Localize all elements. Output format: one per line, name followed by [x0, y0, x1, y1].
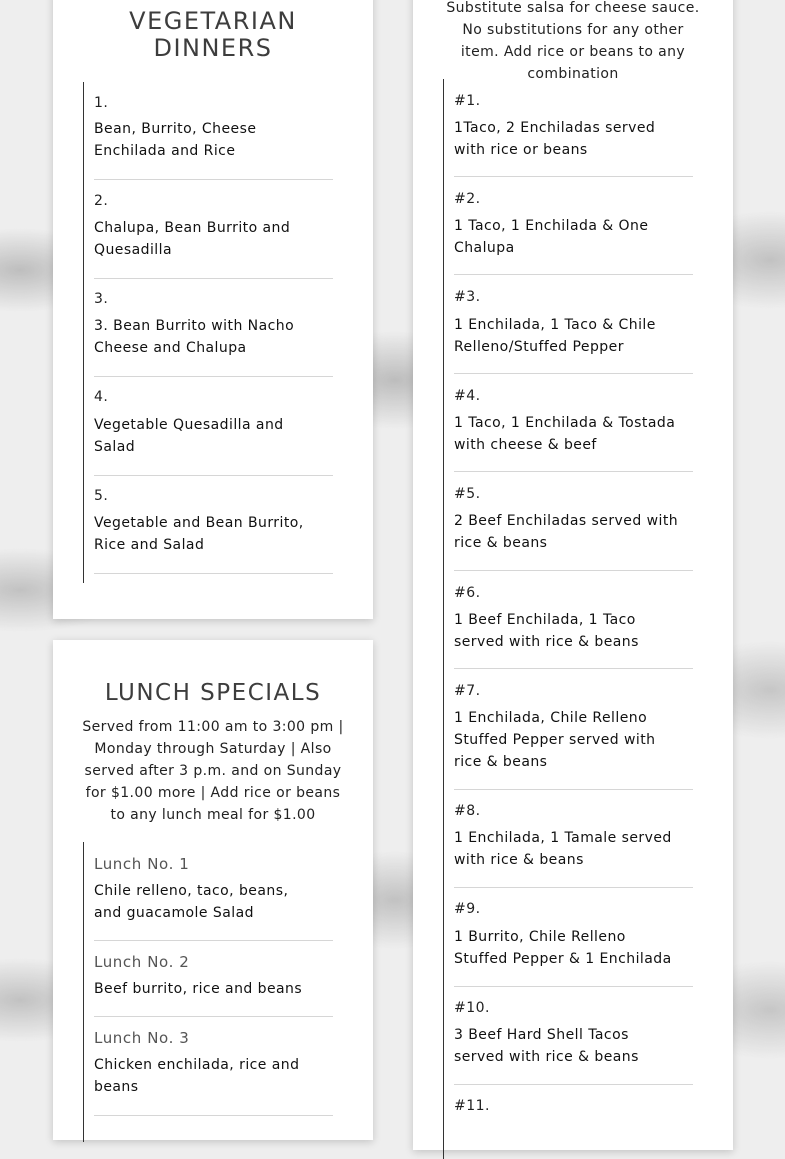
- item-number: #11.: [454, 1098, 490, 1114]
- item-description: 1 Enchilada, Chile Relleno Stuffed Pepper served with rice & beans: [454, 710, 656, 770]
- item-number: #5.: [454, 486, 481, 502]
- list-item[interactable]: [454, 790, 693, 888]
- item-description: 1 Taco, 1 Enchilada & Tostada with cheese & beef: [454, 415, 676, 453]
- item-number: 4.: [94, 389, 109, 405]
- list-item[interactable]: [454, 888, 693, 987]
- vegetarian-item-list: [83, 82, 344, 583]
- item-description: 1Taco, 2 Enchiladas served with rice or beans: [454, 120, 656, 158]
- list-item[interactable]: [454, 669, 693, 790]
- item-description: Beef burrito, rice and beans: [94, 981, 303, 997]
- combinations-description: Substitute salsa for cheese sauce. No substitutions for any other item. Add rice or beans to any combination: [446, 0, 700, 82]
- combinations-item-list: [443, 79, 704, 1159]
- list-item[interactable]: [94, 180, 333, 279]
- item-number: #7.: [454, 683, 481, 699]
- list-item[interactable]: [454, 374, 693, 472]
- list-item[interactable]: [454, 1085, 693, 1155]
- list-item[interactable]: [94, 377, 333, 476]
- item-description: 1 Burrito, Chile Relleno Stuffed Pepper & 1 Enchilada: [454, 929, 672, 967]
- item-number: 1.: [94, 95, 109, 111]
- combinations-card: [413, 0, 733, 1150]
- item-description: Chalupa, Bean Burrito and Quesadilla: [94, 220, 291, 258]
- item-description: 3. Bean Burrito with Nacho Cheese and Chalupa: [94, 318, 295, 356]
- item-number: #9.: [454, 901, 481, 917]
- item-number: #2.: [454, 191, 481, 207]
- lunch-item-list: [83, 842, 344, 1142]
- item-description: 1 Enchilada, 1 Taco & Chile Relleno/Stuffed Pepper: [454, 317, 656, 355]
- list-item[interactable]: [94, 842, 333, 941]
- item-number: Lunch No. 3: [94, 1029, 190, 1047]
- item-description: 1 Enchilada, 1 Tamale served with rice & beans: [454, 830, 672, 868]
- list-item[interactable]: [454, 177, 693, 275]
- vegetarian-dinners-card: [53, 0, 373, 619]
- vegetarian-title: [53, 8, 373, 62]
- item-number: 2.: [94, 193, 109, 209]
- list-item[interactable]: [94, 941, 333, 1017]
- item-number: #1.: [454, 93, 481, 109]
- item-number: #6.: [454, 585, 481, 601]
- list-item[interactable]: [94, 82, 333, 180]
- lunch-title: LUNCH SPECIALS: [104, 680, 322, 706]
- item-number: #3.: [454, 289, 481, 305]
- list-item[interactable]: [454, 275, 693, 374]
- item-description: 2 Beef Enchiladas served with rice & beans: [454, 513, 679, 551]
- item-description: 1 Beef Enchilada, 1 Taco served with rice & beans: [454, 612, 639, 650]
- item-number: #10.: [454, 1000, 490, 1016]
- list-item[interactable]: [94, 1017, 333, 1116]
- item-description: Chicken enchilada, rice and beans: [94, 1057, 300, 1095]
- item-number: #8.: [454, 803, 481, 819]
- list-item[interactable]: [94, 476, 333, 574]
- list-item[interactable]: [454, 472, 693, 571]
- list-item[interactable]: [454, 987, 693, 1085]
- item-description: Chile relleno, taco, beans, and guacamole Salad: [94, 883, 289, 921]
- item-number: Lunch No. 2: [94, 953, 190, 971]
- lunch-description: Served from 11:00 am to 3:00 pm | Monday through Saturday | Also served after 3 p.m. and on Sunday for $1.00 more | Add rice or beans to any lunch meal for $1.00: [82, 719, 344, 823]
- item-description: Bean, Burrito, Cheese Enchilada and Rice: [94, 121, 257, 159]
- vegetarian-title-line2: DINNERS: [153, 34, 273, 62]
- item-description: Vegetable Quesadilla and Salad: [94, 417, 284, 455]
- item-description: 1 Taco, 1 Enchilada & One Chalupa: [454, 218, 649, 256]
- item-number: 3.: [94, 291, 109, 307]
- item-number: #4.: [454, 388, 481, 404]
- item-description: 3 Beef Hard Shell Tacos served with rice & beans: [454, 1027, 639, 1065]
- vegetarian-title-line1: VEGETARIAN: [129, 7, 297, 35]
- list-item[interactable]: [94, 279, 333, 377]
- item-number: Lunch No. 1: [94, 855, 190, 873]
- list-item[interactable]: [454, 571, 693, 669]
- lunch-specials-card: [53, 640, 373, 1140]
- list-item[interactable]: [454, 79, 693, 177]
- item-description: Vegetable and Bean Burrito, Rice and Salad: [94, 515, 304, 553]
- item-number: 5.: [94, 488, 109, 504]
